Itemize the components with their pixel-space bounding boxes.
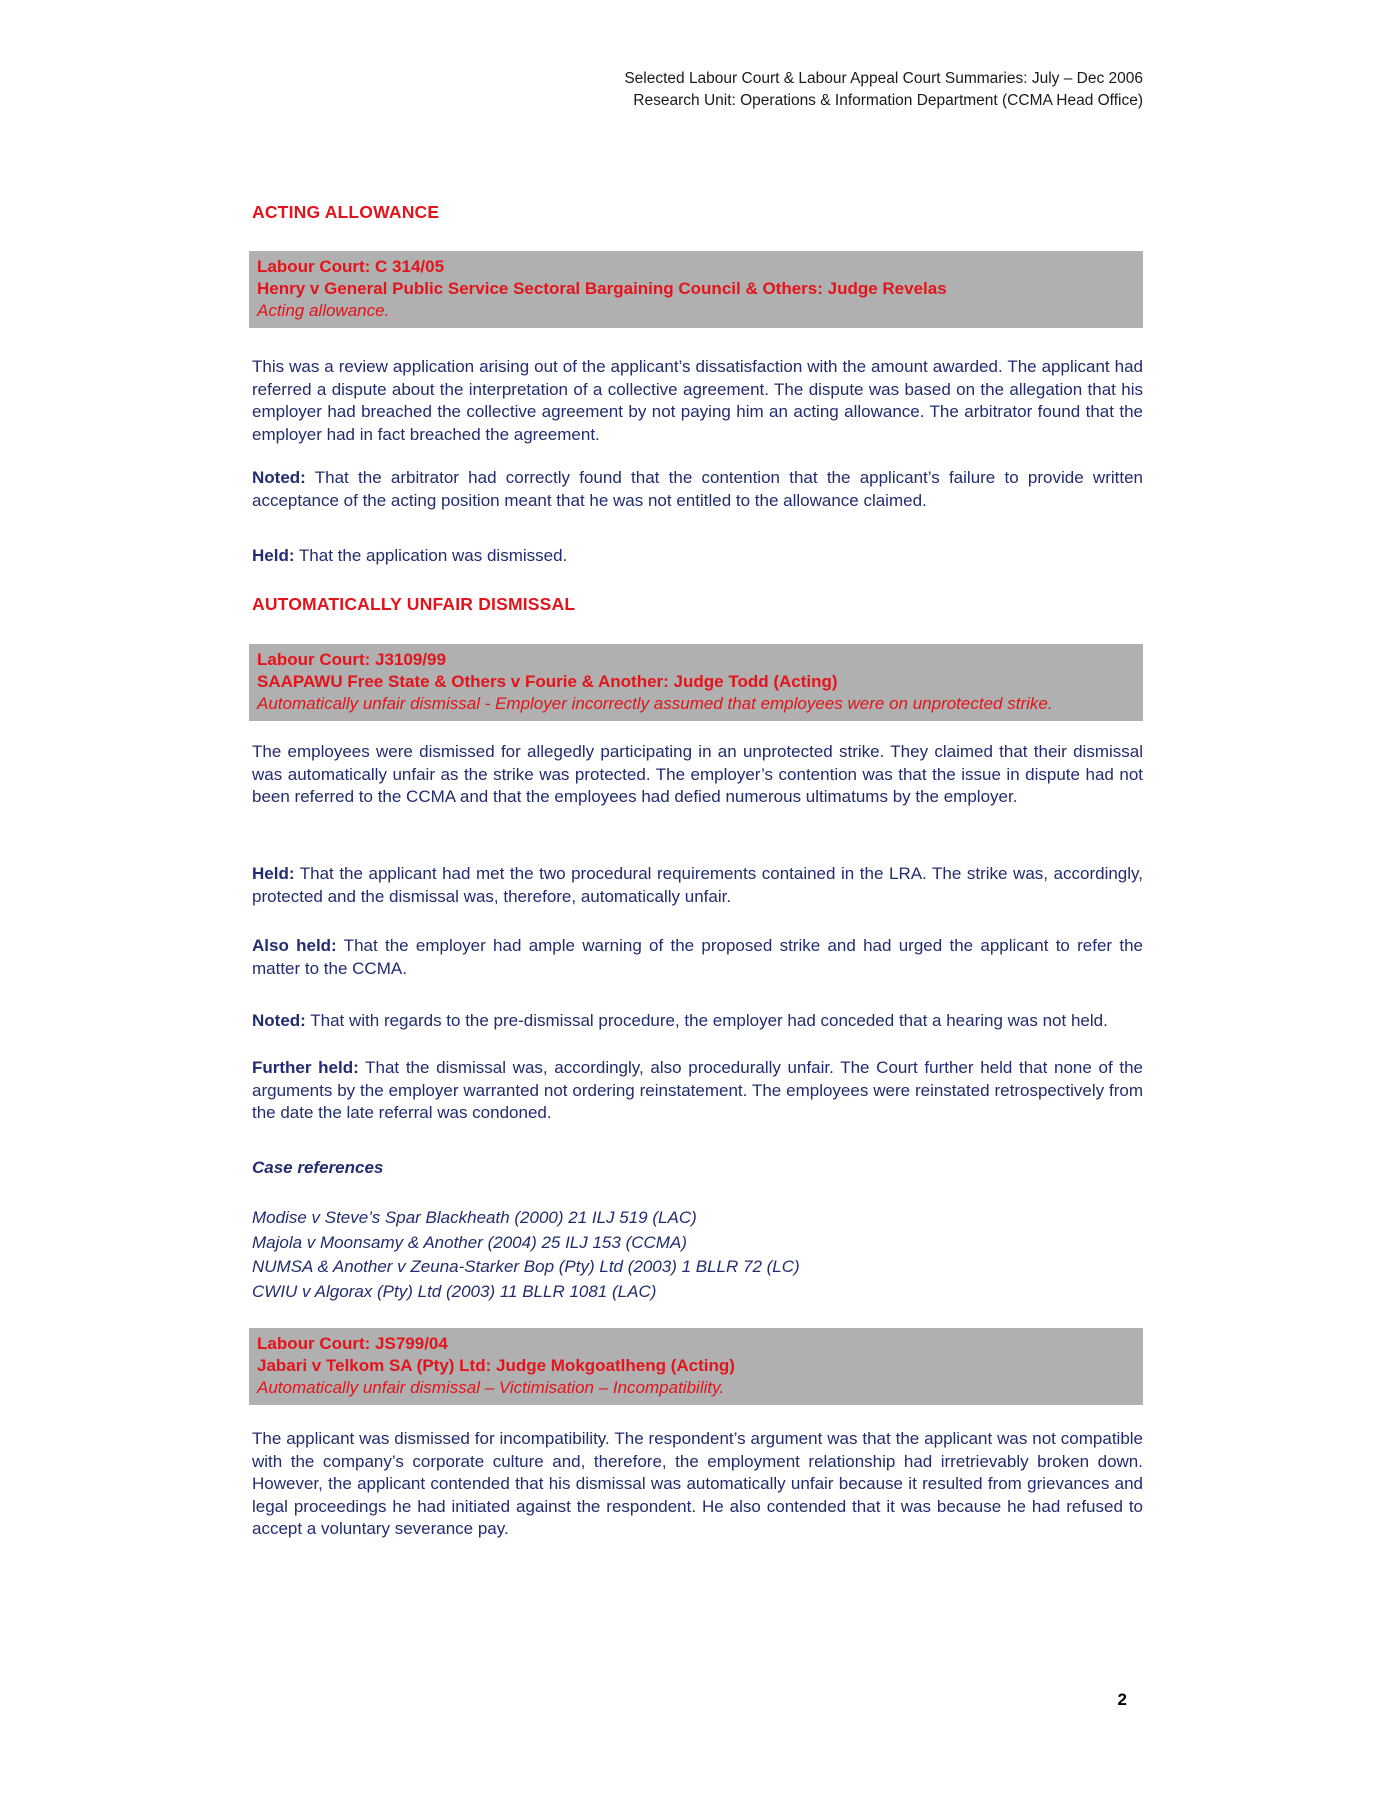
case-box-js799-04 (249, 1328, 1143, 1405)
case-court-ref: Labour Court: C 314/05 (257, 257, 445, 276)
paragraph-intro-jabari: The applicant was dismissed for incompatibility. The respondent’s argument was that the applicant was not compatible with the company’s corporate culture and, therefore, the employment relationship had irretrievably broken down. However, the applicant contended that his dismissal was automatically unfair because it resulted from grievances and legal proceedings he had initiated against the respondent. He also contended that it was because he had refused to accept a voluntary severance pay. (252, 1429, 1143, 1538)
paragraph-noted-acting-allowance (252, 467, 1143, 512)
paragraph-held-saapawu (252, 863, 1143, 908)
header-line-1: Selected Labour Court & Labour Appeal Court Summaries: July – Dec 2006 (624, 70, 1143, 87)
case-reference-item: NUMSA & Another v Zeuna-Starker Bop (Pty) Ltd (2003) 1 BLLR 72 (LC) (252, 1257, 800, 1276)
page-number: 2 (1117, 1690, 1127, 1709)
paragraph-text: That the arbitrator had correctly found that the contention that the applicant’s failure to provide written acceptance of the acting position meant that he was not entitled to the allowance claimed. (252, 468, 1143, 510)
paragraph-further-held-saapawu (252, 1057, 1143, 1125)
paragraph-label: Held: (252, 864, 295, 883)
paragraph-held-acting-allowance (252, 545, 1143, 568)
paragraph-text: That the applicant had met the two procedural requirements contained in the LRA. The strike was, accordingly, protected and the dismissal was, therefore, automatically unfair. (252, 864, 1143, 906)
paragraph-label: Noted: (252, 1011, 306, 1030)
case-court-ref: Labour Court: J3109/99 (257, 650, 446, 669)
case-references-heading: Case references (252, 1158, 384, 1177)
paragraph-noted-saapawu (252, 1010, 1143, 1033)
paragraph-text: That the application was dismissed. (294, 546, 568, 565)
header-line-2: Research Unit: Operations & Information Department (CCMA Head Office) (633, 91, 1143, 109)
paragraph-also-held-saapawu (252, 935, 1143, 980)
case-subject: Automatically unfair dismissal – Victimisation – Incompatibility. (257, 1378, 725, 1397)
case-title: SAAPAWU Free State & Others v Fourie & Another: Judge Todd (Acting) (257, 672, 838, 691)
case-box-j3109-99 (249, 644, 1143, 721)
case-subject: Acting allowance. (257, 301, 390, 320)
paragraph-text: That with regards to the pre-dismissal procedure, the employer had conceded that a hearing was not held. (305, 1011, 1108, 1030)
case-reference-item: CWIU v Algorax (Pty) Ltd (2003) 11 BLLR 1081 (LAC) (252, 1281, 657, 1301)
paragraph-label: Also held: (252, 936, 337, 955)
case-reference-item: Modise v Steve’s Spar Blackheath (2000) 21 ILJ 519 (LAC) (252, 1208, 697, 1227)
case-subject: Automatically unfair dismissal - Employer incorrectly assumed that employees were on unprotected strike. (257, 694, 1053, 713)
paragraph-text: That the dismissal was, accordingly, also procedurally unfair. The Court further held that none of the arguments by the employer warranted not ordering reinstatement. The employees were reinstated retrospectively from the date the late referral was condoned. (252, 1058, 1143, 1122)
paragraph-text: That the employer had ample warning of the proposed strike and had urged the applicant to refer the matter to the CCMA. (252, 936, 1143, 978)
paragraph-label: Held: (252, 546, 295, 565)
paragraph-intro-acting-allowance: This was a review application arising out of the applicant’s dissatisfaction with the amount awarded. The applicant had referred a dispute about the interpretation of a collective agreement. The dispute was based on the allegation that his employer had breached the collective agreement by not paying him an acting allowance. The arbitrator found that the employer had in fact breached the agreement. (252, 357, 1143, 444)
document-header (252, 68, 1143, 111)
case-reference-item: Majola v Moonsamy & Another (2004) 25 ILJ 153 (CCMA) (252, 1232, 687, 1252)
section-heading-acting-allowance: ACTING ALLOWANCE (252, 202, 440, 222)
case-references-list (252, 1206, 1143, 1304)
case-court-ref: Labour Court: JS799/04 (257, 1334, 448, 1353)
case-title: Jabari v Telkom SA (Pty) Ltd: Judge Mokgoatlheng (Acting) (257, 1356, 735, 1375)
paragraph-intro-saapawu: The employees were dismissed for allegedly participating in an unprotected strike. They claimed that their dismissal was automatically unfair as the strike was protected. The employer’s contention was that the issue in dispute had not been referred to the CCMA and that the employees had defied numerous ultimatums by the employer. (252, 742, 1143, 806)
case-box-c314-05 (249, 251, 1143, 328)
case-title: Henry v General Public Service Sectoral Bargaining Council & Others: Judge Revelas (257, 279, 947, 298)
paragraph-label: Noted: (252, 468, 306, 487)
section-heading-automatically-unfair-dismissal: AUTOMATICALLY UNFAIR DISMISSAL (252, 594, 576, 614)
paragraph-label: Further held: (252, 1058, 359, 1077)
